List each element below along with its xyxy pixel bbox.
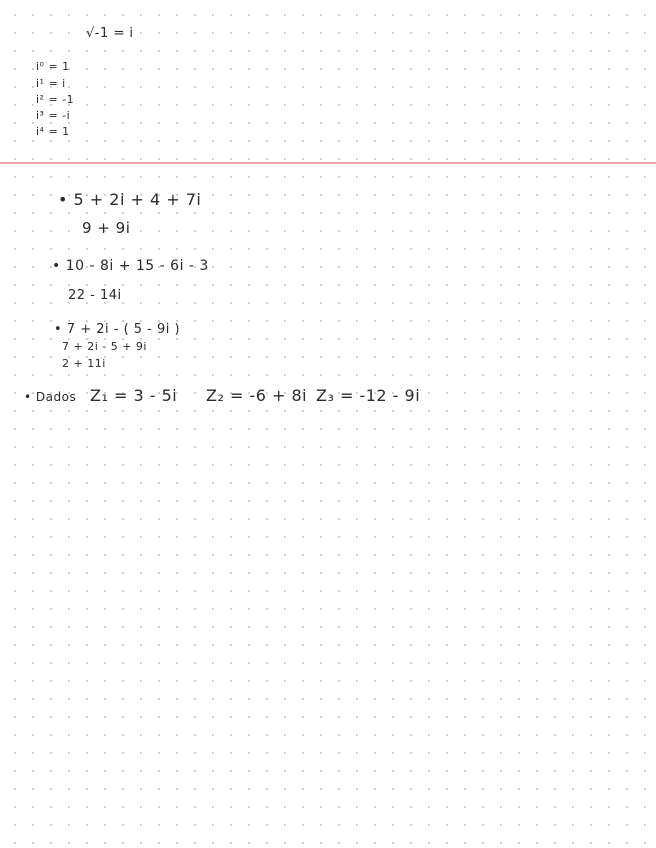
- exercise-1-result: 9 + 9i: [82, 219, 131, 237]
- power-line: i³ = -i: [36, 109, 71, 122]
- exercise-3-result: 2 + 11i: [62, 357, 106, 370]
- section-divider: [0, 162, 656, 164]
- z3-definition: Z₃ = -12 - 9i: [316, 386, 421, 405]
- z1-definition: Z₁ = 3 - 5i: [90, 386, 178, 405]
- sqrt-definition: √-1 = i: [86, 26, 134, 41]
- exercise-2-result: 22 - 14i: [68, 288, 122, 303]
- dados-label: • Dados: [24, 390, 77, 404]
- exercise-3-step: 7 + 2i - 5 + 9i: [62, 340, 147, 353]
- exercise-2-problem: • 10 - 8i + 15 - 6i - 3: [52, 258, 209, 274]
- exercise-3-problem: • 7 + 2i - ( 5 - 9i ): [54, 322, 181, 337]
- power-line: i² = -1: [36, 93, 75, 106]
- z2-definition: Z₂ = -6 + 8i: [206, 386, 308, 405]
- power-line: i¹ = i: [36, 77, 66, 90]
- power-line: i⁴ = 1: [36, 125, 70, 138]
- power-line: i⁰ = 1: [36, 60, 70, 73]
- exercise-1-problem: • 5 + 2i + 4 + 7i: [58, 190, 202, 209]
